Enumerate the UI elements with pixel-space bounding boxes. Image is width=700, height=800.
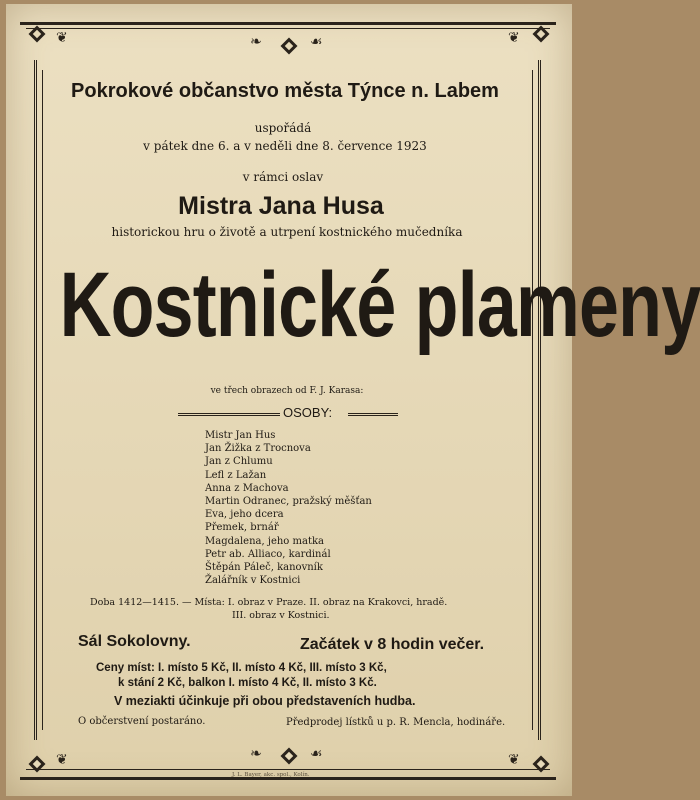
organizer-heading: Pokrokové občanstvo města Týnce n. Labem bbox=[71, 80, 499, 102]
ornament-flourish-icon: ☙ bbox=[310, 746, 323, 762]
cast-member: Štěpán Páleč, kanovník bbox=[205, 562, 323, 574]
ornament-flourish-icon: ❦ bbox=[508, 30, 520, 46]
arranges-text: uspořádá bbox=[254, 121, 312, 135]
start-time: Začátek v 8 hodin večer. bbox=[300, 636, 485, 653]
honoree-name: Mistra Jana Husa bbox=[178, 192, 384, 220]
printer-credit: J. L. Bayer, akc. spol., Kolín. bbox=[232, 772, 310, 778]
ornament-flourish-icon: ❦ bbox=[56, 752, 68, 768]
cast-member: Magdalena, jeho matka bbox=[205, 535, 324, 547]
music-note: V meziakti účinkuje při obou představeních hudba. bbox=[114, 694, 416, 708]
cast-rule-left bbox=[178, 413, 280, 416]
cast-rule-right bbox=[348, 413, 398, 416]
cast-member: Přemek, brnář bbox=[205, 522, 279, 534]
frame-left-thin-border bbox=[42, 70, 43, 730]
author-line: ve třech obrazech od F. J. Karasa: bbox=[210, 386, 364, 396]
prices-line-2: k stání 2 Kč, balkon I. místo 4 Kč, II. místo 3 Kč. bbox=[118, 677, 377, 689]
ornament-flourish-icon: ❧ bbox=[250, 746, 262, 762]
ornament-flourish-icon: ❧ bbox=[250, 34, 262, 50]
play-description: historickou hru o životě a utrpení kostnického mučedníka bbox=[111, 225, 463, 239]
ornament-flourish-icon: ❦ bbox=[56, 30, 68, 46]
cast-member: Mistr Jan Hus bbox=[205, 430, 276, 441]
cast-member: Žalářník v Kostnici bbox=[205, 575, 301, 587]
setting-line-1: Doba 1412—1415. — Místa: I. obraz v Praze. II. obraz na Krakovci, hradě. bbox=[90, 597, 448, 608]
ornament-flourish-icon: ☙ bbox=[310, 34, 323, 50]
cast-list bbox=[205, 429, 372, 587]
cast-member: Jan Žižka z Trocnova bbox=[205, 443, 311, 455]
setting-line-2: III. obraz v Kostnici. bbox=[232, 610, 330, 621]
refreshments-note: O občerstvení postaráno. bbox=[78, 716, 206, 727]
cast-member: Lefl z Lažan bbox=[205, 469, 267, 481]
frame-left-border bbox=[34, 60, 37, 740]
celebration-text: v rámci oslav bbox=[242, 170, 324, 184]
venue-hall: Sál Sokolovny. bbox=[78, 633, 191, 650]
cast-member: Eva, jeho dcera bbox=[205, 509, 284, 521]
cast-heading: OSOBY: bbox=[283, 405, 333, 420]
cast-member: Anna z Machova bbox=[205, 482, 289, 494]
cast-member: Petr ab. Alliaco, kardinál bbox=[205, 548, 331, 560]
ornament-flourish-icon: ❦ bbox=[508, 752, 520, 768]
frame-right-thin-border bbox=[532, 70, 533, 730]
frame-right-border bbox=[538, 60, 541, 740]
play-title: Kostnické plameny bbox=[59, 254, 700, 356]
cast-member: Jan z Chlumu bbox=[205, 456, 273, 468]
prices-line-1: Ceny míst: I. místo 5 Kč, II. místo 4 Kč, III. místo 3 Kč, bbox=[96, 662, 387, 674]
cast-member: Martin Odranec, pražský měšťan bbox=[205, 496, 372, 508]
presale-note: Předprodej lístků u p. R. Mencla, hodináře. bbox=[286, 717, 506, 728]
event-dates: v pátek dne 6. a v neděli dne 8. července 1923 bbox=[143, 139, 427, 153]
